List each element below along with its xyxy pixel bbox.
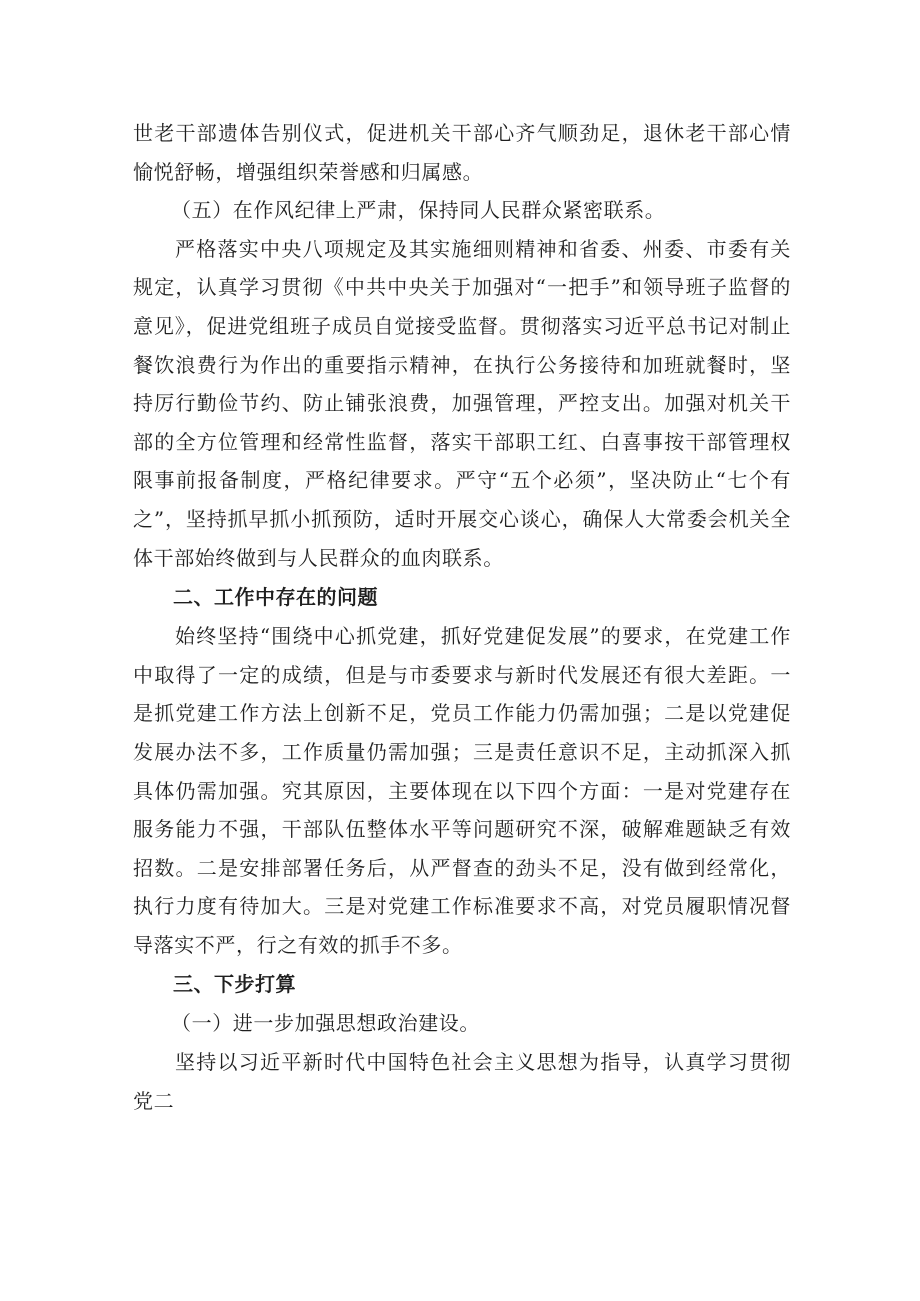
document-body xyxy=(133,114,791,1120)
subsection-1-body: 坚持以习近平新时代中国特色社会主义思想为指导，认真学习贯彻党二 xyxy=(133,1050,791,1113)
subsection-1-title: （一）进一步加强思想政治建设。 xyxy=(171,1011,480,1036)
paragraph-continuation: 世老干部遗体告别仪式，促进机关干部心齐气顺劲足，退休老干部心情愉悦舒畅，增强组织荣誉感和归属感。 xyxy=(133,121,791,184)
subsection-5-title: （五）在作风纪律上严肃，保持同人民群众紧密联系。 xyxy=(171,198,666,223)
subsection-5-body: 严格落实中央八项规定及其实施细则精神和省委、州委、市委有关规定，认真学习贯彻《中共中央关于加强对“一把手”和领导班子监督的意见》，促进党组班子成员自觉接受监督。贯彻落实习近平总书记对制止餐饮浪费行为作出的重要指示精神，在执行公务接待和加班就餐时，坚持厉行勤俭节约、防止铺张浪费，加强管理，严控支出。加强对机关干部的全方位管理和经常性监督，落实干部职工红、白喜事按干部管理权限事前报备制度，严格纪律要求。严守“五个必须”，坚决防止“七个有之”，坚持抓早抓小抓预防，适时开展交心谈心，确保人大常委会机关全体干部始终做到与人民群众的血肉联系。 xyxy=(133,236,791,570)
section-3-title: 三、下步打算 xyxy=(173,972,296,997)
section-2-body: 始终坚持“围绕中心抓党建，抓好党建促发展”的要求，在党建工作中取得了一定的成绩，但是与市委要求与新时代发展还有很大差距。一是抓党建工作方法上创新不足，党员工作能力仍需加强；二是以党建促发展办法不多，工作质量仍需加强；三是责任意识不足，主动抓深入抓具体仍需加强。究其原因，主要体现在以下四个方面：一是对党建存在服务能力不强，干部队伍整体水平等问题研究不深，破解难题缺乏有效招数。二是安排部署任务后，从严督查的劲头不足，没有做到经常化，执行力度有待加大。三是对党建工作标准要求不高，对党员履职情况督导落实不严，行之有效的抓手不多。 xyxy=(133,624,791,957)
section-2-title: 二、工作中存在的问题 xyxy=(173,585,378,610)
